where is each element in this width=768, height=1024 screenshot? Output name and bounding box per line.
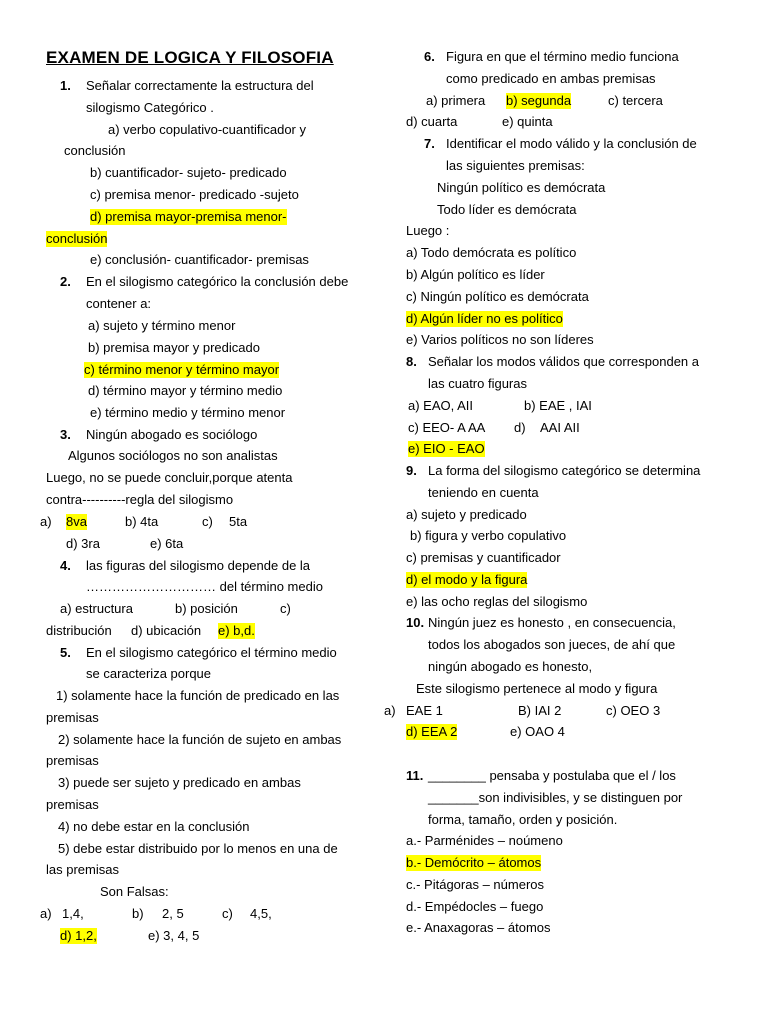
- page-title: EXAMEN DE LOGICA Y FILOSOFIA: [46, 48, 334, 67]
- text-line: 3.: [60, 427, 71, 442]
- text-line: a) estructura: [60, 601, 133, 616]
- text-line: ________ pensaba y postulaba que el / los: [428, 768, 676, 783]
- text-line: a) verbo copulativo-cuantificador y: [108, 122, 306, 137]
- text-line: 3) puede ser sujeto y predicado en ambas: [58, 775, 301, 790]
- highlighted-answer-line: d) premisa mayor-premisa menor-: [90, 209, 287, 224]
- text-line: c) tercera: [608, 93, 663, 108]
- text-line: 4) no debe estar en la conclusión: [58, 819, 250, 834]
- text-line: c): [202, 514, 213, 529]
- text-line: 6.: [424, 49, 435, 64]
- text-line: b): [132, 906, 144, 921]
- text-line: c): [280, 601, 291, 616]
- text-line: premisas: [46, 710, 99, 725]
- text-line: Todo líder es demócrata: [437, 202, 577, 217]
- text-line: a): [40, 906, 52, 921]
- text-line: Señalar los modos válidos que corresponden a: [428, 354, 700, 369]
- text-line: b) figura y verbo copulativo: [410, 528, 567, 543]
- text-line: se caracteriza porque: [86, 666, 212, 681]
- text-line: Ningún juez es honesto , en consecuencia,: [428, 615, 676, 630]
- text-line: c) EEO- A AA: [408, 420, 486, 435]
- text-line: como predicado en ambas premisas: [446, 71, 656, 86]
- text-line: las figuras del silogismo depende de la: [86, 558, 311, 573]
- text-line: e) las ocho reglas del silogismo: [406, 594, 588, 609]
- text-line: b) posición: [175, 601, 238, 616]
- text-line: d) cuarta: [406, 114, 458, 129]
- text-line: a) sujeto y término menor: [88, 318, 236, 333]
- text-line: d.- Empédocles – fuego: [406, 899, 544, 914]
- text-line: distribución: [46, 623, 112, 638]
- text-line: conclusión: [64, 143, 126, 158]
- text-line: c.- Pitágoras – números: [406, 877, 545, 892]
- text-line: AAI AII: [540, 420, 580, 435]
- text-line: ………………………… del término medio: [86, 579, 323, 594]
- highlighted-answer-line: c) término menor y término mayor: [84, 362, 280, 377]
- text-line: todos los abogados son jueces, de ahí que: [428, 637, 676, 652]
- text-line: contra----------regla del silogismo: [46, 492, 234, 507]
- highlighted-answer-line: 8va: [66, 514, 87, 529]
- text-line: a) sujeto y predicado: [406, 507, 527, 522]
- text-line: premisas: [46, 797, 99, 812]
- text-line: 8.: [406, 354, 417, 369]
- text-line: Algunos sociólogos no son analistas: [68, 448, 278, 463]
- text-line: a.- Parménides – noúmeno: [406, 833, 563, 848]
- text-line: Luego :: [406, 223, 450, 238]
- text-line: e) 3, 4, 5: [148, 928, 200, 943]
- text-line: c): [222, 906, 233, 921]
- text-line: Son Falsas:: [100, 884, 169, 899]
- text-line: 4,5,: [250, 906, 272, 921]
- text-line: 2, 5: [162, 906, 184, 921]
- text-line: 2) solamente hace la función de sujeto en ambas: [58, 732, 342, 747]
- text-line: Ningún político es demócrata: [437, 180, 606, 195]
- text-line: e) quinta: [502, 114, 553, 129]
- text-line: 11.: [406, 768, 424, 783]
- text-line: a) EAO, AII: [408, 398, 474, 413]
- text-line: B) IAI 2: [518, 703, 562, 718]
- text-line: 2.: [60, 274, 71, 289]
- text-line: 7.: [424, 136, 435, 151]
- text-line: a): [40, 514, 52, 529]
- text-line: b) Algún político es líder: [406, 267, 545, 282]
- text-line: e) conclusión- cuantificador- premisas: [90, 252, 309, 267]
- highlighted-answer-line: e) EIO - EAO: [408, 441, 485, 456]
- text-line: b) 4ta: [125, 514, 159, 529]
- text-line: las premisas: [46, 862, 119, 877]
- text-line: c) Ningún político es demócrata: [406, 289, 589, 304]
- text-line: b) cuantificador- sujeto- predicado: [90, 165, 287, 180]
- highlighted-answer-line: b) segunda: [506, 93, 572, 108]
- text-line: Ningún abogado es sociólogo: [86, 427, 258, 442]
- highlighted-answer-line: d) 1,2,: [60, 928, 97, 943]
- text-line: c) premisa menor- predicado -sujeto: [90, 187, 299, 202]
- text-line: ningún abogado es honesto,: [428, 659, 593, 674]
- text-line: d) término mayor y término medio: [88, 383, 283, 398]
- text-line: silogismo Categórico .: [86, 100, 214, 115]
- text-line: 5) debe estar distribuido por lo menos en una de: [58, 841, 338, 856]
- highlighted-answer-line: conclusión: [46, 231, 108, 246]
- text-line: a) Todo demócrata es político: [406, 245, 577, 260]
- text-line: d) ubicación: [131, 623, 202, 638]
- text-line: 1) solamente hace la función de predicado en las: [56, 688, 340, 703]
- text-line: 1.: [60, 78, 71, 93]
- text-line: 5.: [60, 645, 71, 660]
- text-line: premisas: [46, 753, 99, 768]
- text-line: las cuatro figuras: [428, 376, 527, 391]
- text-line: c) OEO 3: [606, 703, 661, 718]
- text-line: Identificar el modo válido y la conclusión de: [446, 136, 697, 151]
- highlighted-answer-line: d) Algún líder no es político: [406, 311, 563, 326]
- text-line: Luego, no se puede concluir,porque atenta: [46, 470, 293, 485]
- highlighted-answer-line: d) EEA 2: [406, 724, 458, 739]
- text-line: e) OAO 4: [510, 724, 565, 739]
- highlighted-answer-line: e) b,d.: [218, 623, 255, 638]
- text-line: Figura en que el término medio funciona: [446, 49, 679, 64]
- text-line: 5ta: [229, 514, 248, 529]
- highlighted-answer-line: d) el modo y la figura: [406, 572, 528, 587]
- text-line: EAE 1: [406, 703, 443, 718]
- text-line: e) 6ta: [150, 536, 184, 551]
- text-line: teniendo en cuenta: [428, 485, 539, 500]
- text-line: e) Varios políticos no son líderes: [406, 332, 594, 347]
- text-line: b) premisa mayor y predicado: [88, 340, 260, 355]
- text-line: 10.: [406, 615, 425, 630]
- text-line: 1,4,: [62, 906, 84, 921]
- text-line: Este silogismo pertenece al modo y figura: [416, 681, 658, 696]
- text-line: c) premisas y cuantificador: [406, 550, 561, 565]
- text-line: a): [384, 703, 396, 718]
- text-line: contener a:: [86, 296, 152, 311]
- text-line: las siguientes premisas:: [446, 158, 585, 173]
- text-line: 9.: [406, 463, 417, 478]
- text-line: a) primera: [426, 93, 486, 108]
- text-line: La forma del silogismo categórico se determina: [428, 463, 701, 478]
- highlighted-answer-line: b.- Demócrito – átomos: [406, 855, 542, 870]
- text-line: 4.: [60, 558, 71, 573]
- text-line: Señalar correctamente la estructura del: [86, 78, 314, 93]
- text-line: En el silogismo categórico la conclusión debe: [86, 274, 349, 289]
- text-line: e) término medio y término menor: [90, 405, 286, 420]
- text-line: b) EAE , IAI: [524, 398, 592, 413]
- text-line: e.- Anaxagoras – átomos: [406, 920, 551, 935]
- text-line: forma, tamaño, orden y posición.: [428, 812, 618, 827]
- text-line: _______son indivisibles, y se distinguen por: [428, 790, 683, 805]
- text-line: En el silogismo categórico el término medio: [86, 645, 337, 660]
- text-line: d): [514, 420, 526, 435]
- text-line: d) 3ra: [66, 536, 100, 551]
